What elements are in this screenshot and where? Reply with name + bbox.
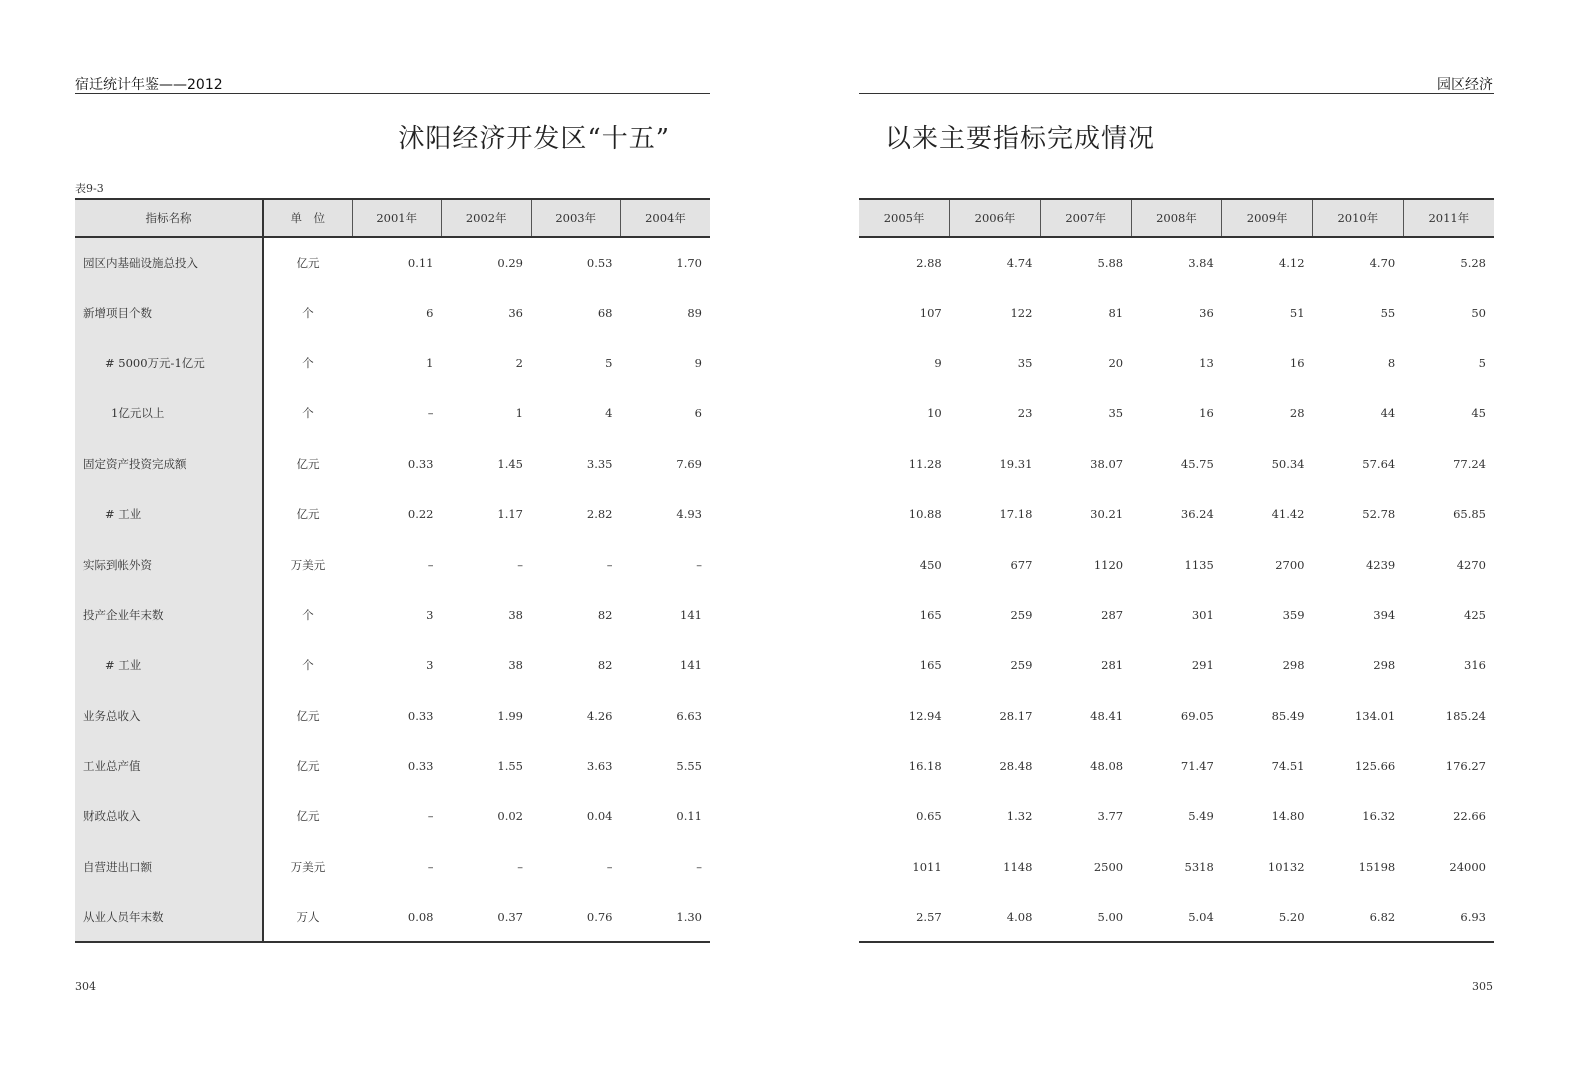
row-unit: 个 [302,355,314,370]
cell-value: 20 [1108,355,1124,370]
cell-value: 6.93 [1403,892,1494,942]
cell-value: 176.27 [1445,759,1486,774]
cell-value: 5.49 [1188,809,1214,824]
row-indicator-name: # 5000万元-1亿元 [75,338,263,388]
row-unit: 个 [302,406,314,421]
cell-value: 14.80 [1271,809,1305,824]
cell-value: 0.29 [497,255,523,270]
cell-value: 5.88 [1097,255,1124,270]
data-table-right [859,198,1494,943]
cell-value: 1.32 [1006,809,1033,824]
cell-value: 107 [919,305,942,320]
cell-value: 17.18 [999,507,1033,522]
cell-value: 5 [1478,355,1486,370]
cell-value: 259 [1010,607,1033,622]
cell-value: 68 [597,305,613,320]
cell-value: 82 [597,658,613,673]
table-row [75,741,710,791]
cell-value: 51 [1289,305,1305,320]
cell-value: 5.55 [676,759,702,774]
cell-value: 4239 [1365,557,1396,572]
table-header-row [859,199,1494,237]
table-number: 表9-3 [75,182,104,195]
row-unit: 万美元 [290,557,326,572]
row-unit: 个 [302,658,314,673]
cell-value: 38 [508,658,523,673]
cell-value: – [606,557,613,572]
table-row [75,539,710,589]
cell-value: 1 [426,355,434,370]
cell-value: 3.63 [586,759,613,774]
cell-value: 1.30 [621,892,711,942]
cell-value: 2.88 [916,255,942,270]
cell-value: 298 [1373,658,1396,673]
cell-value: 57.64 [1362,456,1396,471]
page-title-part1: 沭阳经济开发区“十五” [398,124,670,154]
cell-value: 74.51 [1271,759,1305,774]
row-unit: 亿元 [296,809,320,824]
cell-value: 2500 [1093,859,1124,874]
cell-value: 48.08 [1090,759,1124,774]
table-row [859,691,1494,741]
row-indicator-name: 财政总收入 [75,791,263,841]
cell-value: 52.78 [1362,507,1396,522]
cell-value: 13 [1199,355,1214,370]
cell-value: 38 [508,607,523,622]
cell-value: 50.34 [1271,456,1305,471]
cell-value: 122 [1010,305,1033,320]
table-row [859,842,1494,892]
running-header-right: 园区经济 [1437,77,1493,93]
cell-value: 5.04 [1131,892,1222,942]
table-row [859,892,1494,942]
cell-value: 8 [1387,355,1396,370]
cell-value: 359 [1282,607,1305,622]
row-indicator-name: 工业总产值 [75,741,263,791]
table-row [859,388,1494,438]
col-header-year: 2011年 [1403,199,1494,237]
cell-value: 1.45 [497,456,523,471]
cell-value: 1120 [1093,557,1124,572]
cell-value: – [427,557,434,572]
cell-value: 3 [426,658,434,673]
col-header-year: 2010年 [1313,199,1404,237]
cell-value: 36 [508,305,523,320]
cell-value: 11.28 [908,456,942,471]
col-header-year: 2004年 [621,199,711,237]
cell-value: 23 [1017,406,1033,421]
cell-value: 4.26 [586,708,613,723]
table-row [859,590,1494,640]
cell-value: – [696,557,702,572]
cell-value: 6.63 [676,708,702,723]
cell-value: – [427,406,434,421]
row-indicator-name: 业务总收入 [75,691,263,741]
cell-value: 44 [1380,406,1396,421]
cell-value: 0.37 [442,892,532,942]
cell-value: 677 [1010,557,1033,572]
cell-value: 0.04 [586,809,613,824]
header-rule-left [75,93,710,94]
cell-value: 16.18 [908,759,942,774]
cell-value: 298 [1282,658,1305,673]
table-header-row [75,199,710,237]
cell-value: 69.05 [1180,708,1214,723]
cell-value: 16 [1289,355,1305,370]
row-indicator-name: # 工业 [75,489,263,539]
cell-value: 301 [1191,607,1214,622]
cell-value: 0.08 [352,892,442,942]
row-unit: 万美元 [290,859,326,874]
cell-value: 16.32 [1362,809,1396,824]
col-header-unit: 单 位 [263,199,352,237]
table-row [75,791,710,841]
cell-value: 15198 [1358,859,1396,874]
cell-value: 3.35 [586,456,613,471]
col-header-year: 2008年 [1131,199,1222,237]
table-row [75,388,710,438]
row-indicator-name: 固定资产投资完成额 [75,439,263,489]
cell-value: 394 [1373,607,1396,622]
row-unit: 亿元 [296,255,320,270]
cell-value: 0.76 [531,892,621,942]
cell-value: 2 [515,355,523,370]
cell-value: 2.82 [586,507,613,522]
cell-value: 165 [919,658,942,673]
table-row [859,338,1494,388]
table-row [75,691,710,741]
cell-value: 16 [1199,406,1214,421]
cell-value: 1.55 [497,759,523,774]
data-table-left [75,198,710,943]
cell-value: 85.49 [1271,708,1305,723]
row-unit: 亿元 [296,708,320,723]
cell-value: 1.99 [497,708,523,723]
row-indicator-name: 园区内基础设施总投入 [75,237,263,287]
cell-value: 2700 [1275,557,1305,572]
cell-value: 0.11 [676,809,702,824]
row-unit: 个 [302,607,314,622]
col-header-year: 2006年 [950,199,1041,237]
cell-value: 5318 [1184,859,1214,874]
row-indicator-name: 实际到帐外资 [75,539,263,589]
table-row [859,539,1494,589]
row-indicator-name: 自营进出口额 [75,842,263,892]
cell-value: 4.08 [950,892,1041,942]
table-row [75,338,710,388]
cell-value: 0.22 [407,507,434,522]
table-row [859,287,1494,337]
cell-value: – [427,809,434,824]
cell-value: – [606,859,613,874]
header-rule-right [859,93,1494,94]
cell-value: 41.42 [1271,507,1305,522]
row-unit: 万人 [263,892,352,942]
cell-value: 48.41 [1090,708,1124,723]
cell-value: 45.75 [1180,456,1214,471]
table-row [859,489,1494,539]
cell-value: 1 [515,406,523,421]
row-indicator-name: # 工业 [75,640,263,690]
col-header-year: 2002年 [442,199,532,237]
cell-value: 6 [694,406,702,421]
cell-value: 45 [1471,406,1486,421]
cell-value: 6.82 [1313,892,1404,942]
col-header-year: 2005年 [859,199,950,237]
cell-value: 4.93 [676,507,702,522]
cell-value: 35 [1017,355,1033,370]
col-header-year: 2009年 [1222,199,1313,237]
cell-value: 9 [694,355,702,370]
page-number-left: 304 [75,980,96,993]
table-row [75,590,710,640]
row-indicator-name: 投产企业年末数 [75,590,263,640]
row-unit: 亿元 [296,456,320,471]
cell-value: 5.20 [1222,892,1313,942]
cell-value: 10132 [1267,859,1305,874]
cell-value: 4.70 [1369,255,1396,270]
cell-value: 50 [1471,305,1486,320]
cell-value: 7.69 [676,456,702,471]
cell-value: 6 [426,305,434,320]
cell-value: 28.17 [999,708,1033,723]
cell-value: 0.33 [407,759,434,774]
cell-value: – [696,859,702,874]
running-header-left: 宿迁统计年鉴——2012 [75,77,223,93]
cell-value: – [517,859,523,874]
table-row [75,640,710,690]
row-unit: 亿元 [296,759,320,774]
cell-value: 4.12 [1278,255,1305,270]
cell-value: 185.24 [1445,708,1486,723]
page-number-right: 305 [1472,980,1493,993]
cell-value: 141 [680,607,702,622]
cell-value: 0.02 [497,809,523,824]
cell-value: 89 [687,305,702,320]
table-row [75,287,710,337]
cell-value: 425 [1464,607,1486,622]
cell-value: 3.84 [1188,255,1214,270]
table-row [859,640,1494,690]
table-row [859,439,1494,489]
cell-value: 3.77 [1097,809,1124,824]
cell-value: 4270 [1456,557,1486,572]
table-row [75,237,710,287]
col-header-name: 指标名称 [75,199,263,237]
row-unit: 亿元 [296,507,320,522]
cell-value: – [517,557,523,572]
cell-value: 30.21 [1090,507,1124,522]
cell-value: 125.66 [1354,759,1396,774]
table-row [75,439,710,489]
cell-value: 19.31 [999,456,1033,471]
cell-value: 1148 [1003,859,1033,874]
cell-value: 82 [597,607,613,622]
cell-value: 55 [1380,305,1396,320]
cell-value: 28.48 [999,759,1033,774]
cell-value: 287 [1101,607,1124,622]
table-row [75,842,710,892]
cell-value: 28 [1289,406,1305,421]
cell-value: 1135 [1184,557,1214,572]
cell-value: 2.57 [859,892,950,942]
cell-value: 259 [1010,658,1033,673]
cell-value: 3 [426,607,434,622]
cell-value: 5.28 [1460,255,1486,270]
cell-value: – [427,859,434,874]
cell-value: 141 [680,658,702,673]
cell-value: 71.47 [1180,759,1214,774]
cell-value: 450 [919,557,942,572]
cell-value: 81 [1108,305,1124,320]
cell-value: 12.94 [908,708,942,723]
table-row [75,892,710,942]
cell-value: 1011 [912,859,942,874]
cell-value: 165 [919,607,942,622]
cell-value: 77.24 [1453,456,1486,471]
cell-value: 35 [1108,406,1124,421]
table-row [75,489,710,539]
table-row [859,791,1494,841]
cell-value: 1.17 [497,507,523,522]
cell-value: 134.01 [1354,708,1396,723]
cell-value: 24000 [1449,859,1486,874]
cell-value: 38.07 [1090,456,1124,471]
row-indicator-name: 新增项目个数 [75,287,263,337]
cell-value: 5.00 [1040,892,1131,942]
cell-value: 316 [1464,658,1486,673]
cell-value: 0.65 [916,809,942,824]
cell-value: 0.11 [407,255,434,270]
cell-value: 36 [1199,305,1214,320]
cell-value: 281 [1101,658,1124,673]
cell-value: 10.88 [908,507,942,522]
cell-value: 0.53 [586,255,613,270]
cell-value: 10 [927,406,942,421]
cell-value: 291 [1191,658,1214,673]
cell-value: 4 [605,406,613,421]
cell-value: 1.70 [676,255,702,270]
col-header-year: 2007年 [1040,199,1131,237]
row-indicator-name: 从业人员年末数 [75,892,263,942]
cell-value: 0.33 [407,708,434,723]
cell-value: 9 [934,355,942,370]
col-header-year: 2001年 [352,199,442,237]
cell-value: 4.74 [1006,255,1033,270]
cell-value: 22.66 [1453,809,1486,824]
row-indicator-name: 1亿元以上 [75,388,263,438]
table-row [859,741,1494,791]
cell-value: 0.33 [407,456,434,471]
table-row [859,237,1494,287]
cell-value: 36.24 [1180,507,1214,522]
page-title-part2: 以来主要指标完成情况 [885,124,1156,154]
cell-value: 5 [605,355,613,370]
cell-value: 65.85 [1453,507,1486,522]
row-unit: 个 [302,305,314,320]
col-header-year: 2003年 [531,199,621,237]
